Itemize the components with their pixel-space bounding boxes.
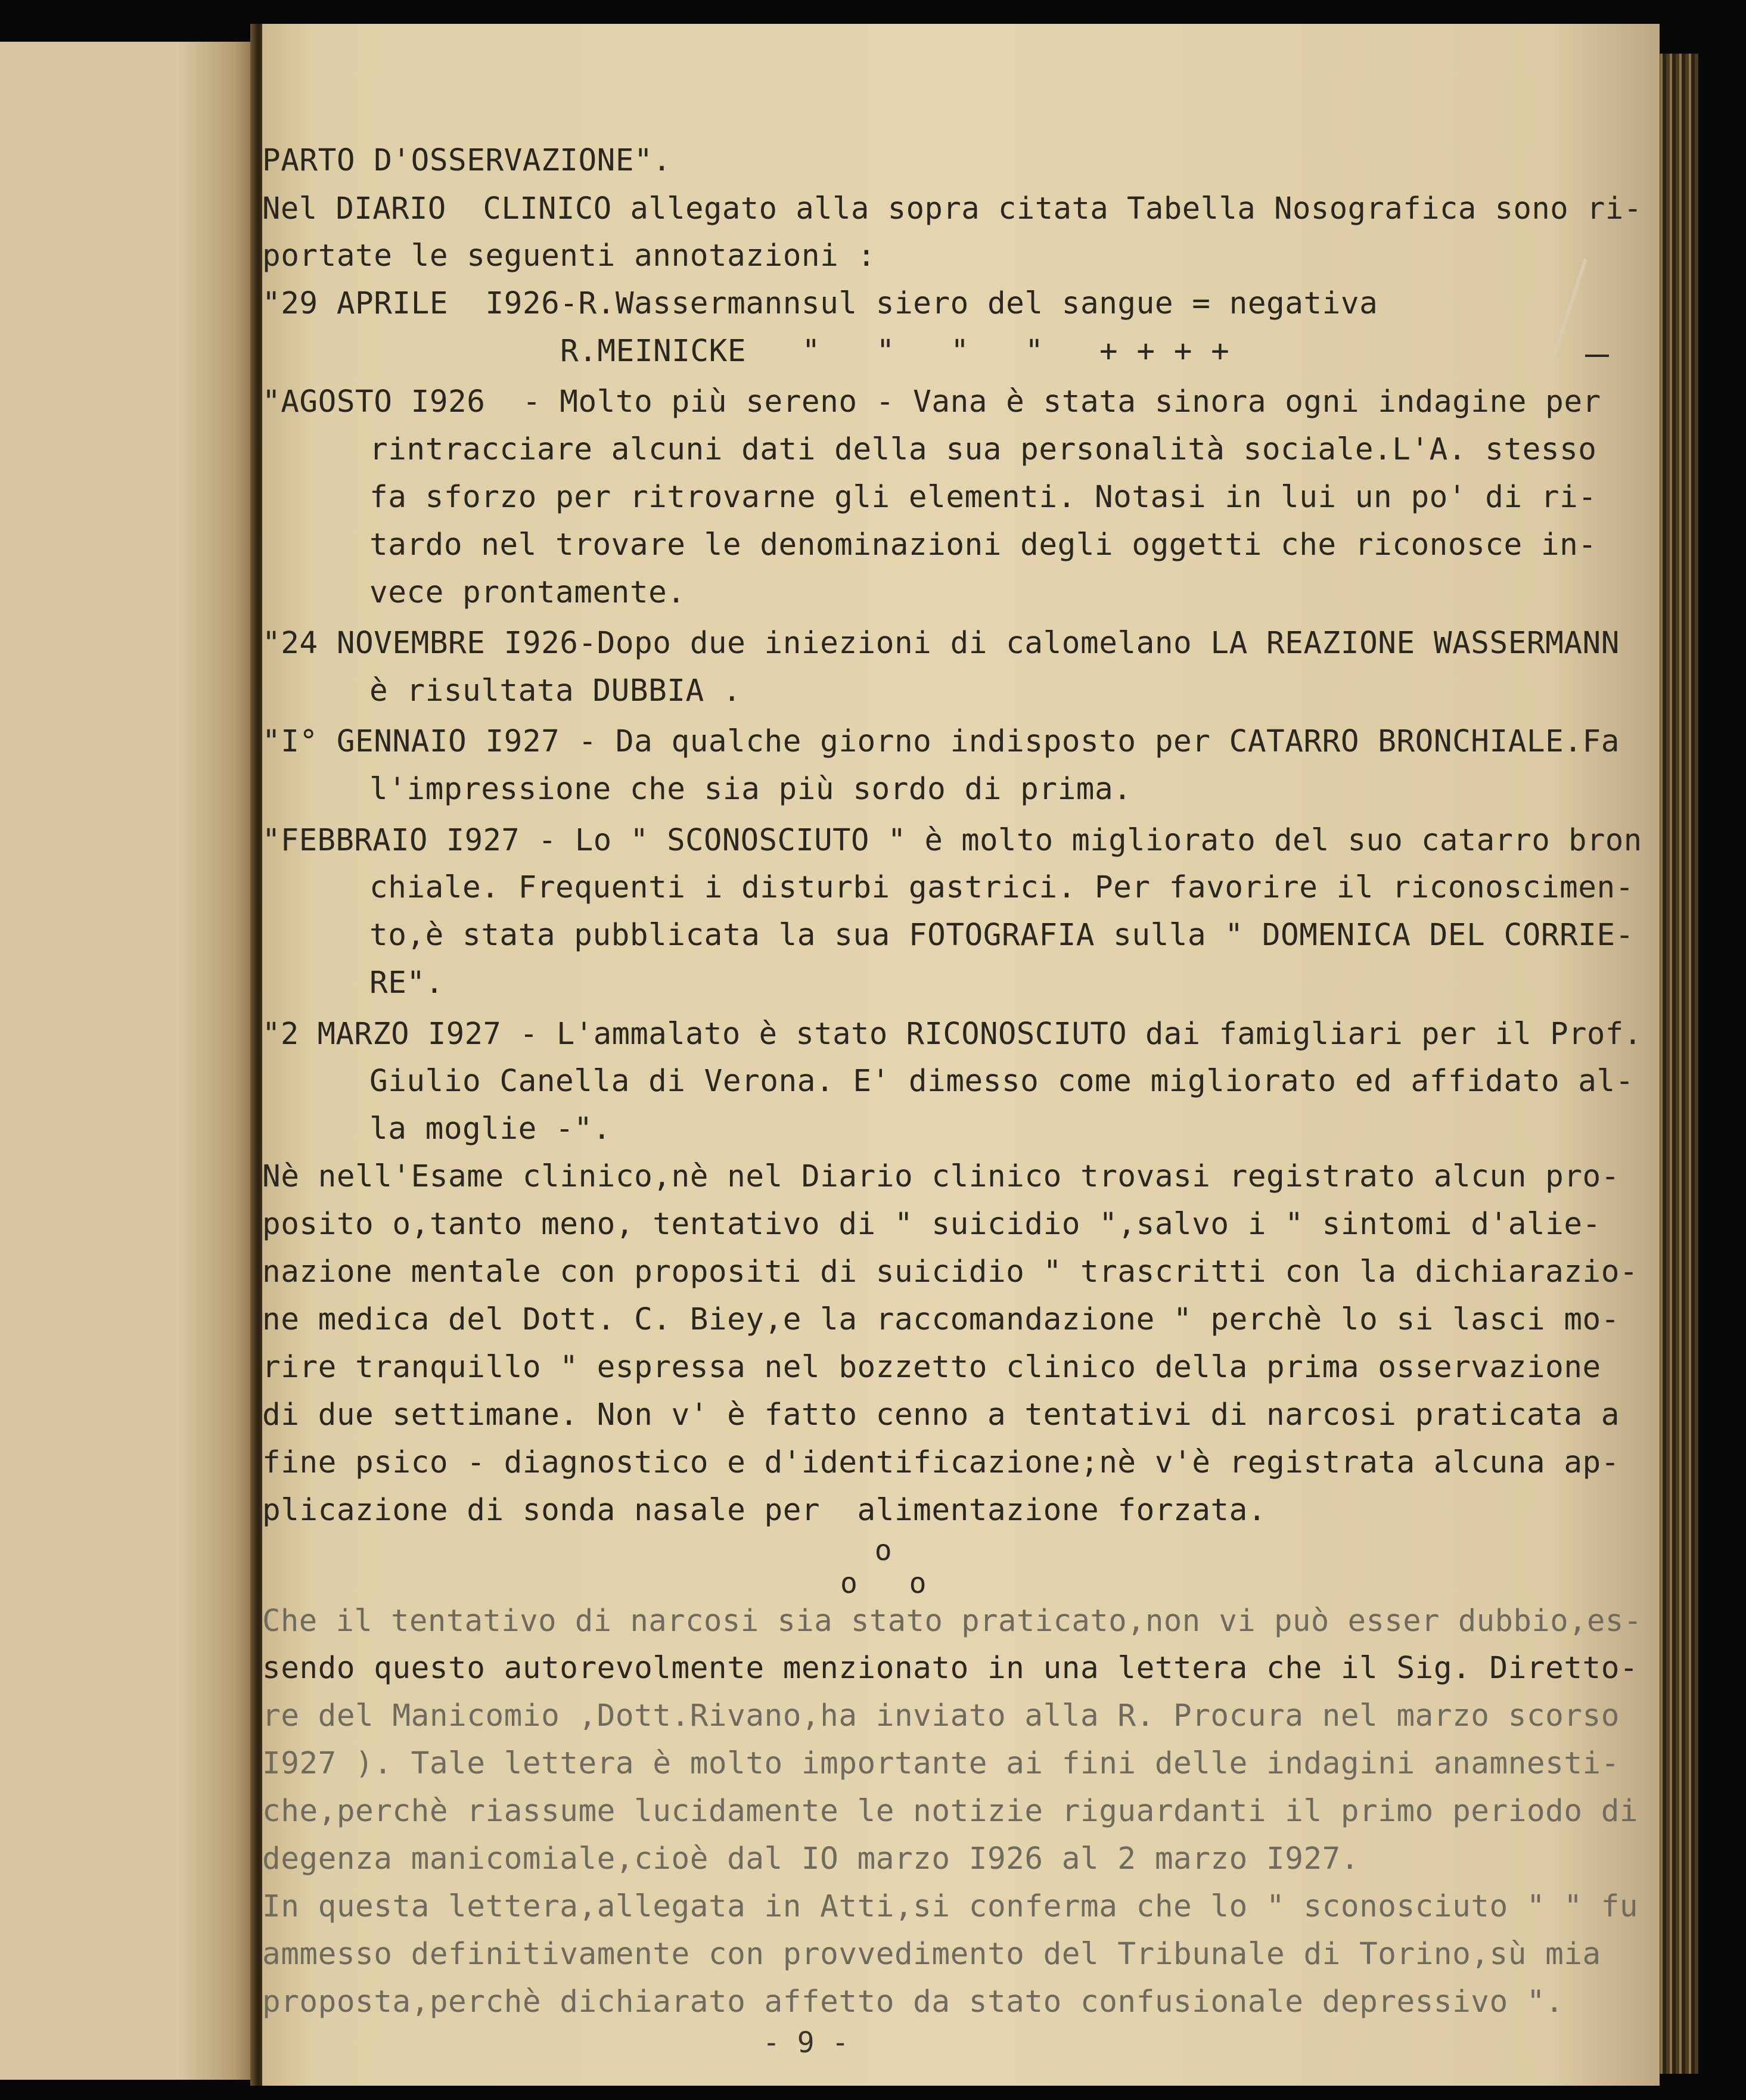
text-line: fine psico - diagnostico e d'identificazione;nè v'è registrata alcuna ap- [262, 1445, 1620, 1480]
text-line: l'impressione che sia più sordo di prima. [369, 772, 1132, 807]
text-line: to,è stata pubblicata la sua FOTOGRAFIA sulla " DOMENICA DEL CORRIE- [369, 918, 1634, 953]
left-page-margin [0, 42, 253, 2080]
text-line: "FEBBRAIO I927 - Lo " SCONOSCIUTO " è molto migliorato del suo catarro bron [262, 822, 1642, 858]
page-number: - 9 - [763, 2026, 849, 2059]
text-line: la moglie -". [369, 1111, 611, 1147]
text-line: rire tranquillo " espressa nel bozzetto clinico della prima osservazione [262, 1350, 1601, 1385]
text-line: rintracciare alcuni dati della sua personalità sociale.L'A. stesso [369, 432, 1597, 467]
text-line: Nel DIARIO CLINICO allegato alla sopra citata Tabella Nosografica sono ri- [262, 191, 1642, 226]
document-page [262, 24, 1660, 2086]
text-line: plicazione di sonda nasale per alimentazione forzata. [262, 1493, 1267, 1528]
text-line: "24 NOVEMBRE I926-Dopo due iniezioni di calomelano LA REAZIONE WASSERMANN [262, 626, 1620, 661]
text-line: "2 MARZO I927 - L'ammalato è stato RICONOSCIUTO dai famigliari per il Prof. [262, 1016, 1642, 1051]
text-line: fa sforzo per ritrovarne gli elementi. Notasi in lui un po' di ri- [369, 480, 1597, 515]
text-line: PARTO D'OSSERVAZIONE". [262, 143, 672, 178]
margin-pencil-mark [1551, 258, 1587, 361]
text-line: "29 APRILE I926-R.Wassermannsul siero del sangue = negativa [262, 286, 1378, 321]
text-line: portate le seguenti annotazioni : [262, 238, 876, 274]
margin-dash-mark [1585, 355, 1609, 357]
text-line: proposta,perchè dichiarato affetto da stato confusionale depressivo ". [262, 1984, 1564, 2020]
text-line: nazione mentale con propositi di suicidio " trascritti con la dichiarazio- [262, 1254, 1639, 1290]
text-line: re del Manicomio ,Dott.Rivano,ha inviato alla R. Procura nel marzo scorso [262, 1698, 1620, 1734]
text-line: ne medica del Dott. C. Biey,e la raccomandazione " perchè lo si lasci mo- [262, 1302, 1620, 1337]
text-line: tardo nel trovare le denominazioni degli oggetti che riconosce in- [369, 527, 1597, 563]
text-line: "AGOSTO I926 - Molto più sereno - Vana è stata sinora ogni indagine per [262, 384, 1601, 420]
text-line: Nè nell'Esame clinico,nè nel Diario clinico trovasi registrato alcun pro- [262, 1159, 1620, 1194]
text-line: ammesso definitivamente con provvedimento del Tribunale di Torino,sù mia [262, 1937, 1601, 1972]
text-line: "I° GENNAIO I927 - Da qualche giorno indisposto per CATARRO BRONCHIALE.Fa [262, 724, 1620, 759]
text-line: posito o,tanto meno, tentativo di " suicidio ",salvo i " sintomi d'alie- [262, 1207, 1601, 1242]
text-line: vece prontamente. [369, 575, 686, 610]
text-line: Che il tentativo di narcosi sia stato praticato,non vi può esser dubbio,es- [262, 1603, 1642, 1638]
text-line: Giulio Canella di Verona. E' dimesso come migliorato ed affidato al- [369, 1064, 1634, 1099]
text-line: che,perchè riassume lucidamente le notizie riguardanti il primo periodo di [262, 1794, 1639, 1829]
text-line: R.MEINICKE " " " " + + + + [560, 334, 1230, 369]
text-line: di due settimane. Non v' è fatto cenno a tentativi di narcosi praticata a [262, 1397, 1620, 1433]
text-line: In questa lettera,allegata in Atti,si conferma che lo " sconosciuto " " fu [262, 1889, 1639, 1924]
text-line: sendo questo autorevolmente menzionato in una lettera che il Sig. Diretto- [262, 1651, 1639, 1686]
page-stack-edge [1657, 54, 1698, 2074]
text-line: è risultata DUBBIA . [369, 673, 742, 709]
text-line: RE". [369, 965, 444, 1001]
text-line: I927 ). Tale lettera è molto importante ai fini delle indagini anamnesti- [262, 1746, 1620, 1781]
text-line: chiale. Frequenti i disturbi gastrici. Per favorire il riconoscimen- [369, 870, 1634, 905]
text-line: degenza manicomiale,cioè dal IO marzo I926 al 2 marzo I927. [262, 1841, 1360, 1877]
section-break-mark: o o o [840, 1534, 927, 1600]
